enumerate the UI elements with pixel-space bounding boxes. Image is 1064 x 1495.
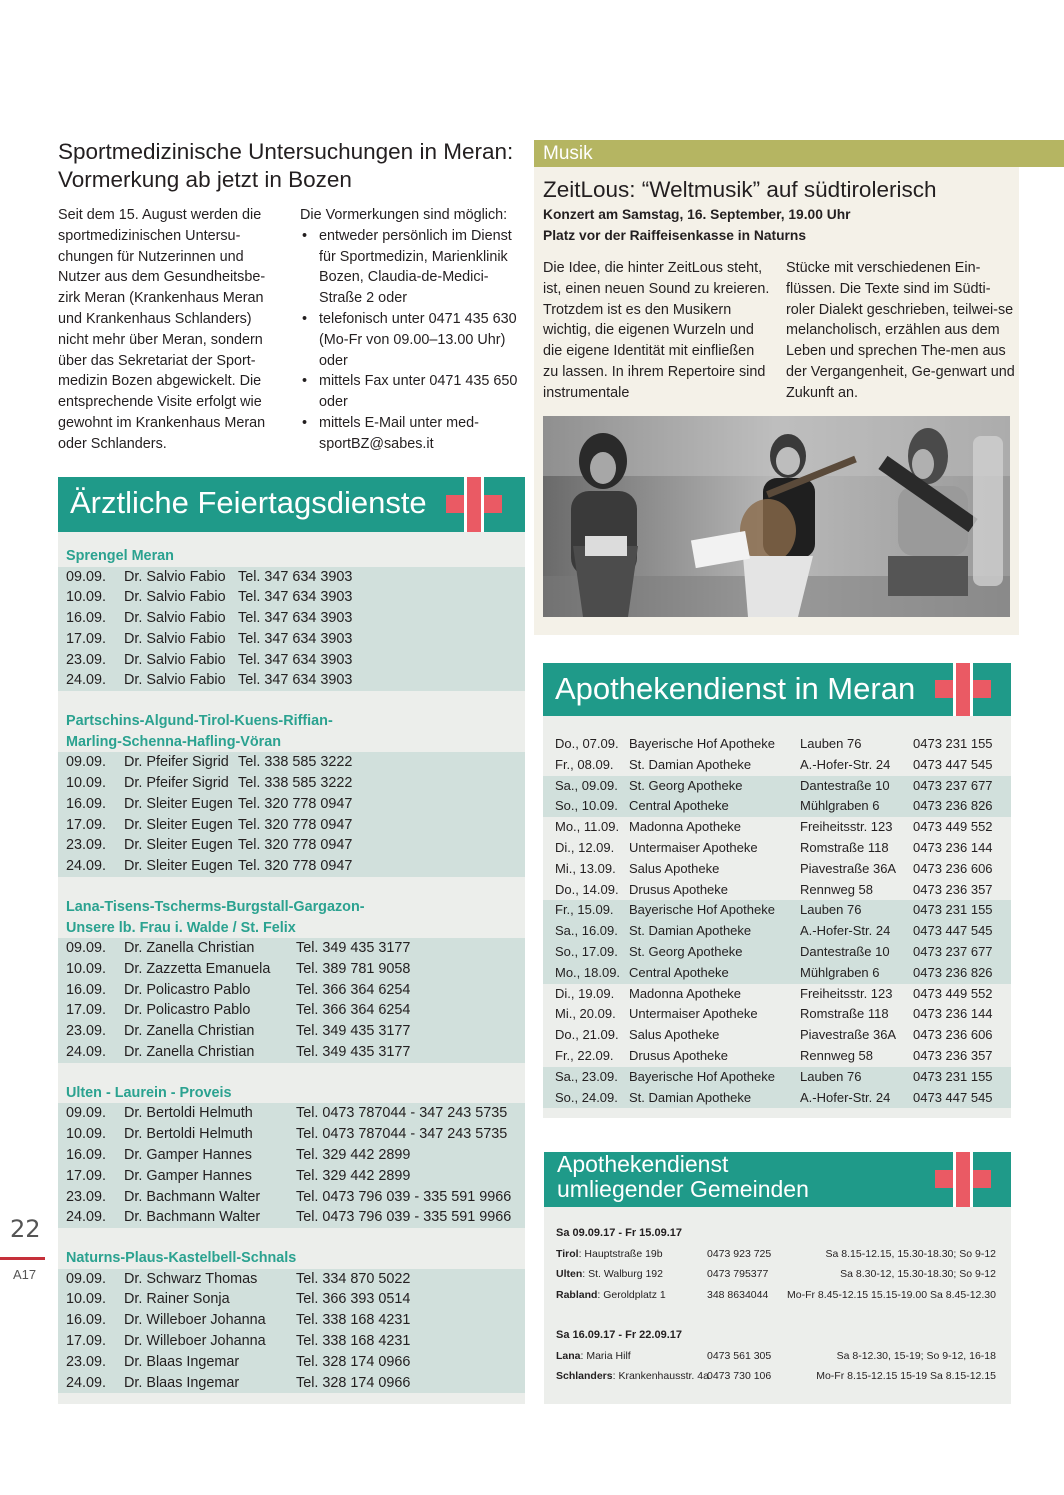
duty-date: 09.09. <box>66 940 107 957</box>
pharmacy-date: Mi., 13.09. <box>555 860 616 876</box>
pharmacy-name: Madonna Apotheke <box>629 985 742 1001</box>
pharmacy-phone: 0473 237 677 <box>913 943 993 959</box>
feiertag-row <box>58 670 525 691</box>
duty-date: 17.09. <box>66 1167 107 1184</box>
doctor-phone: Tel. 347 634 3903 <box>238 630 353 647</box>
duty-date: 24.09. <box>66 858 107 875</box>
pharmacy-phone: 0473 237 677 <box>913 777 993 793</box>
pharmacy-address: Piavestraße 36A <box>800 1027 897 1043</box>
musik-venue: Platz vor der Raiffeisenkasse in Naturns <box>543 227 807 243</box>
feiertag-row <box>58 856 525 877</box>
feiertag-row <box>58 1331 525 1352</box>
doctor-phone: Tel. 329 442 2899 <box>296 1167 411 1184</box>
pharmacy-name: St. Georg Apotheke <box>629 943 743 959</box>
musik-title: ZeitLous: “Weltmusik” auf südtirolerisch <box>543 177 937 202</box>
feiertag-row <box>58 1310 525 1331</box>
feiertag-row <box>58 1166 525 1187</box>
feiertag-row <box>58 1124 525 1145</box>
doctor-name: Dr. Pfeifer Sigrid <box>124 754 229 771</box>
feiertag-row <box>58 1269 525 1290</box>
article-bullet: • mittels E-Mail unter med-sportBZ@sabes.it <box>300 413 525 455</box>
pharmacy-row <box>543 1046 1011 1067</box>
doctor-name: Dr. Bachmann Walter <box>124 1209 261 1226</box>
pharmacy-phone: 0473 236 357 <box>913 881 993 897</box>
apo-umliegend-title-line2: umliegender Gemeinden <box>557 1176 809 1202</box>
duty-date: 09.09. <box>66 568 107 585</box>
feiertag-row <box>58 650 525 671</box>
pharmacy-date: Sa., 23.09. <box>555 1068 618 1084</box>
feiertag-row <box>58 1373 525 1394</box>
page-number: 22 <box>10 1215 41 1243</box>
duty-date: 17.09. <box>66 630 107 647</box>
pharmacy-phone: 0473 236 606 <box>913 1027 993 1043</box>
pharmacy-phone: 0473 561 305 <box>707 1349 772 1362</box>
duty-date: 16.09. <box>66 981 107 998</box>
feiertag-section-title: Marling-Schenna-Hafling-Vöran <box>66 733 282 750</box>
doctor-phone: Tel. 320 778 0947 <box>238 837 353 854</box>
pharmacy-date: So., 10.09. <box>555 798 618 814</box>
feiertag-row <box>58 959 525 980</box>
duty-date: 16.09. <box>66 1312 107 1329</box>
pharmacy-location <box>556 1264 663 1285</box>
doctor-name: Dr. Gamper Hannes <box>124 1146 252 1163</box>
feiertag-section <box>58 546 525 691</box>
pharmacy-period <box>556 1223 996 1305</box>
duty-date: 24.09. <box>66 1374 107 1391</box>
pharmacy-address: Romstraße 118 <box>800 1006 889 1022</box>
pharmacy-name: Untermaiser Apotheke <box>629 1006 758 1022</box>
pharmacy-name: Drusus Apotheke <box>629 881 729 897</box>
pharmacy-town: Lana <box>556 1349 581 1362</box>
doctor-name: Dr. Bachmann Walter <box>124 1188 261 1205</box>
feiertag-section-title: Ulten - Laurein - Proveis <box>66 1084 232 1101</box>
medical-cross-icon <box>446 477 502 532</box>
doctor-name: Dr. Willeboer Johanna <box>124 1333 266 1350</box>
pharmacy-phone: 0473 231 155 <box>913 736 993 751</box>
pharmacy-row <box>543 984 1011 1005</box>
feiertag-row <box>58 1187 525 1208</box>
pharmacy-row <box>543 1025 1011 1046</box>
pharmacy-row <box>543 1067 1011 1088</box>
pharmacy-name: Central Apotheke <box>629 964 729 980</box>
page-number-rule <box>0 1257 45 1260</box>
feiertag-row <box>58 1352 525 1373</box>
feiertag-title: Ärztliche Feiertagsdienste <box>70 485 427 520</box>
pharmacy-date: Mo., 11.09. <box>555 819 620 835</box>
pharmacy-row <box>543 776 1011 797</box>
doctor-name: Dr. Salvio Fabio <box>124 589 226 606</box>
feiertag-section-title: Naturns-Plaus-Kastelbell-Schnals <box>66 1250 297 1267</box>
pharmacy-row <box>543 880 1011 901</box>
pharmacy-period <box>556 1325 996 1387</box>
doctor-name: Dr. Gamper Hannes <box>124 1167 252 1184</box>
doctor-phone: Tel. 389 781 9058 <box>296 960 411 977</box>
duty-date: 16.09. <box>66 1146 107 1163</box>
doctor-name: Dr. Policastro Pablo <box>124 981 251 998</box>
pharmacy-date: Do., 21.09. <box>555 1027 619 1043</box>
duty-date: 10.09. <box>66 775 107 792</box>
doctor-name: Dr. Salvio Fabio <box>124 568 226 585</box>
duty-date: 09.09. <box>66 1270 107 1287</box>
duty-date: 24.09. <box>66 1209 107 1226</box>
pharmacy-address: Mühlgraben 6 <box>800 798 880 814</box>
doctor-phone: Tel. 320 778 0947 <box>238 795 353 812</box>
feiertag-row <box>58 1042 525 1063</box>
article-body-col1: Seit dem 15. August werden die sportmedizinischen Untersu-chungen für Nutzerinnen und Nutzer aus dem Gesundheitsbe-zirk Meran (Krankenhaus Meran und Krankenhaus Schlanders) nicht mehr über Meran, sondern über das Sekretariat der Sport-medizin Bozen abgewickelt. Die entsprechende Visite erfolgt wie gewohnt im Krankenhaus Meran oder Schlanders. <box>58 207 266 452</box>
feiertag-row <box>58 608 525 629</box>
pharmacy-period-label: Sa 16.09.17 - Fr 22.09.17 <box>556 1329 682 1341</box>
duty-date: 23.09. <box>66 1023 107 1040</box>
article-bullet: • telefonisch unter 0471 435 630 (Mo-Fr von 09.00–13.00 Uhr) oder <box>300 309 525 371</box>
pharmacy-date: Do., 07.09. <box>555 736 619 751</box>
pharmacy-name: Central Apotheke <box>629 798 729 814</box>
pharmacy-address: Piavestraße 36A <box>800 860 897 876</box>
pharmacy-phone: 0473 447 545 <box>913 923 993 939</box>
doctor-name: Dr. Schwarz Thomas <box>124 1270 258 1287</box>
feiertag-row <box>58 752 525 773</box>
duty-date: 10.09. <box>66 960 107 977</box>
pharmacy-cross-icon <box>935 1152 991 1207</box>
doctor-phone: Tel. 0473 796 039 - 335 591 9966 <box>296 1188 512 1205</box>
pharmacy-address: : Geroldplatz 1 <box>597 1288 666 1301</box>
page-tag: A17 <box>13 1267 37 1282</box>
pharmacy-address: Freiheitsstr. 123 <box>800 985 893 1001</box>
pharmacy-address: : St. Walburg 192 <box>582 1268 663 1280</box>
pharmacy-name: St. Damian Apotheke <box>629 923 752 939</box>
feiertag-row <box>58 629 525 650</box>
pharmacy-date: Di., 12.09. <box>555 839 615 855</box>
feiertag-row <box>58 1000 525 1021</box>
feiertag-row <box>58 1145 525 1166</box>
feiertag-rows <box>58 938 525 1063</box>
pharmacy-phone: 348 8634044 <box>707 1288 769 1301</box>
pharmacy-address: Freiheitsstr. 123 <box>800 819 893 835</box>
pharmacy-town: Tirol <box>556 1247 579 1260</box>
pharmacy-hours: Sa 8.30-12, 15.30-18.30; So 9-12 <box>840 1268 996 1280</box>
doctor-phone: Tel. 338 585 3222 <box>238 775 353 792</box>
apo-umliegend-title-line1: Apothekendienst <box>557 1151 729 1177</box>
musik-category-bar <box>534 140 1064 167</box>
doctor-phone: Tel. 347 634 3903 <box>238 589 353 606</box>
article-list-intro: Die Vormerkungen sind möglich: <box>300 207 508 223</box>
pharmacy-address: Rennweg 58 <box>800 881 873 897</box>
pharmacy-address: A.-Hofer-Str. 24 <box>800 923 891 939</box>
feiertag-section <box>58 1248 525 1393</box>
duty-date: 17.09. <box>66 816 107 833</box>
doctor-phone: Tel. 347 634 3903 <box>238 610 353 627</box>
pharmacy-hours: Sa 8-12.30, 15-19; So 9-12, 16-18 <box>836 1349 996 1362</box>
band-photo <box>543 416 1010 617</box>
doctor-name: Dr. Sleiter Eugen <box>124 858 233 875</box>
doctor-phone: Tel. 320 778 0947 <box>238 816 353 833</box>
pharmacy-date: Fr., 08.09. <box>555 756 614 772</box>
doctor-name: Dr. Zazzetta Emanuela <box>124 960 271 977</box>
feiertag-section-title: Sprengel Meran <box>66 548 174 564</box>
doctor-name: Dr. Rainer Sonja <box>124 1291 230 1308</box>
duty-date: 09.09. <box>66 754 107 771</box>
pharmacy-phone: 0473 795377 <box>707 1268 769 1280</box>
doctor-name: Dr. Policastro Pablo <box>124 1002 251 1019</box>
pharmacy-address: A.-Hofer-Str. 24 <box>800 1089 891 1105</box>
feiertag-row <box>58 773 525 794</box>
pharmacy-phone: 0473 236 826 <box>913 798 993 814</box>
doctor-phone: Tel. 0473 787044 - 347 243 5735 <box>296 1105 508 1122</box>
pharmacy-date: So., 17.09. <box>555 943 618 959</box>
doctor-name: Dr. Salvio Fabio <box>124 672 226 689</box>
pharmacy-phone: 0473 449 552 <box>913 819 993 835</box>
doctor-phone: Tel. 338 585 3222 <box>238 754 353 771</box>
apo-meran-title: Apothekendienst in Meran <box>555 671 916 706</box>
doctor-phone: Tel. 349 435 3177 <box>296 1023 411 1040</box>
musik-date: Konzert am Samstag, 16. September, 19.00 Uhr <box>543 207 851 222</box>
pharmacy-address: : Hauptstraße 19b <box>578 1247 663 1260</box>
pharmacy-date: Di., 19.09. <box>555 985 615 1001</box>
article-bullet-list <box>300 226 525 455</box>
pharmacy-row <box>556 1264 996 1285</box>
duty-date: 24.09. <box>66 1044 107 1061</box>
feiertag-rows <box>58 1269 525 1394</box>
doctor-phone: Tel. 349 435 3177 <box>296 1044 411 1061</box>
pharmacy-name: Salus Apotheke <box>629 860 720 876</box>
pharmacy-address: Lauben 76 <box>800 1068 862 1084</box>
feiertag-section-title: Unsere lb. Frau i. Walde / St. Felix <box>66 919 296 936</box>
pharmacy-name: Bayerische Hof Apotheke <box>629 736 775 751</box>
doctor-phone: Tel. 347 634 3903 <box>238 568 353 585</box>
pharmacy-date: Sa., 09.09. <box>555 777 618 793</box>
pharmacy-date: Fr., 22.09. <box>555 1047 614 1063</box>
feiertag-row <box>58 1021 525 1042</box>
pharmacy-phone: 0473 231 155 <box>913 902 993 918</box>
pharmacy-location <box>556 1244 663 1265</box>
pharmacy-phone: 0473 236 357 <box>913 1047 993 1063</box>
apo-umliegend-title <box>557 1152 809 1202</box>
pharmacy-phone: 0473 236 144 <box>913 839 993 855</box>
doctor-phone: Tel. 366 364 6254 <box>296 981 411 998</box>
pharmacy-row <box>543 734 1011 755</box>
pharmacy-address: Rennweg 58 <box>800 1047 873 1063</box>
feiertag-row <box>58 980 525 1001</box>
duty-date: 23.09. <box>66 1353 107 1370</box>
pharmacy-row <box>543 942 1011 963</box>
feiertag-row <box>58 835 525 856</box>
feiertag-section <box>58 897 525 1063</box>
doctor-phone: Tel. 0473 796 039 - 335 591 9966 <box>296 1209 512 1226</box>
feiertag-row <box>58 1289 525 1310</box>
doctor-name: Dr. Pfeifer Sigrid <box>124 775 229 792</box>
pharmacy-town: Rabland <box>556 1288 598 1301</box>
pharmacy-address: A.-Hofer-Str. 24 <box>800 756 891 772</box>
doctor-phone: Tel. 320 778 0947 <box>238 858 353 875</box>
pharmacy-address: Mühlgraben 6 <box>800 964 880 980</box>
pharmacy-address: Dantestraße 10 <box>800 777 890 793</box>
apo-umliegend-list <box>556 1223 996 1407</box>
pharmacy-address: Romstraße 118 <box>800 839 889 855</box>
doctor-name: Dr. Zanella Christian <box>124 940 255 957</box>
pharmacy-name: Bayerische Hof Apotheke <box>629 902 775 918</box>
feiertag-section-title: Partschins-Algund-Tirol-Kuens-Riffian- <box>66 713 333 730</box>
doctor-name: Dr. Sleiter Eugen <box>124 816 233 833</box>
pharmacy-name: St. Damian Apotheke <box>629 756 752 772</box>
pharmacy-date: Do., 14.09. <box>555 881 619 897</box>
pharmacy-address: : Maria Hilf <box>580 1349 631 1362</box>
article-title: Sportmedizinische Untersuchungen in Meran: Vormerkung ab jetzt in Bozen <box>58 139 514 192</box>
musik-body-col2: Stücke mit verschiedenen Ein-flüssen. Die Texte sind im Südti-roler Dialekt geschrieben, teilwei-se melancholisch, erzählen aus dem Leben und sprechen The-men aus der Vergangenheit, Ge-genwart und Zukunft an. <box>786 260 1015 401</box>
feiertag-section-title: Lana-Tisens-Tscherms-Burgstall-Gargazon- <box>66 899 365 916</box>
feiertag-rows <box>58 752 525 877</box>
duty-date: 23.09. <box>66 1188 107 1205</box>
musik-body-col1: Die Idee, die hinter ZeitLous steht, ist, einen neuen Sound zu kreieren. Trotzdem ist es den Musikern wichtig, die eigenen Wurzeln und die eigene Identität mit einfließen zu lassen. In ihrem Repertoire sind instrumentale <box>543 260 770 401</box>
doctor-phone: Tel. 347 634 3903 <box>238 672 353 689</box>
pharmacy-address: : Krankenhausstr. 4a <box>612 1370 709 1382</box>
feiertag-row <box>58 938 525 959</box>
pharmacy-row <box>543 1088 1011 1109</box>
doctor-name: Dr. Salvio Fabio <box>124 630 226 647</box>
feiertag-row <box>58 587 525 608</box>
pharmacy-row <box>543 1004 1011 1025</box>
musik-subtitle <box>543 205 851 247</box>
doctor-phone: Tel. 349 435 3177 <box>296 940 411 957</box>
doctor-name: Dr. Blaas Ingemar <box>124 1353 240 1370</box>
doctor-name: Dr. Salvio Fabio <box>124 651 226 668</box>
pharmacy-row <box>543 921 1011 942</box>
feiertag-section <box>58 1083 525 1228</box>
feiertag-row <box>58 1103 525 1124</box>
pharmacy-date: So., 24.09. <box>555 1089 618 1105</box>
pharmacy-row <box>543 900 1011 921</box>
pharmacy-name: Salus Apotheke <box>629 1027 720 1043</box>
doctor-name: Dr. Salvio Fabio <box>124 610 226 627</box>
duty-date: 23.09. <box>66 651 107 668</box>
pharmacy-hours: Mo-Fr 8.15-12.15 15-19 Sa 8.15-12.15 <box>816 1370 996 1382</box>
doctor-phone: Tel. 366 393 0514 <box>296 1291 411 1308</box>
duty-date: 16.09. <box>66 795 107 812</box>
duty-date: 17.09. <box>66 1333 107 1350</box>
duty-date: 24.09. <box>66 672 107 689</box>
pharmacy-row <box>556 1285 996 1306</box>
musik-category-label: Musik <box>543 143 593 164</box>
pharmacy-location <box>556 1346 631 1367</box>
pharmacy-name: Untermaiser Apotheke <box>629 839 758 855</box>
pharmacy-location <box>556 1366 709 1387</box>
pharmacy-phone: 0473 730 106 <box>707 1370 772 1382</box>
pharmacy-name: St. Damian Apotheke <box>629 1089 752 1105</box>
duty-date: 17.09. <box>66 1002 107 1019</box>
doctor-name: Dr. Zanella Christian <box>124 1044 255 1061</box>
doctor-phone: Tel. 328 174 0966 <box>296 1374 411 1391</box>
pharmacy-phone: 0473 923 725 <box>707 1247 772 1260</box>
pharmacy-cross-icon <box>935 663 991 716</box>
doctor-name: Dr. Zanella Christian <box>124 1023 255 1040</box>
doctor-name: Dr. Blaas Ingemar <box>124 1374 240 1391</box>
doctor-phone: Tel. 338 168 4231 <box>296 1312 411 1329</box>
doctor-name: Dr. Bertoldi Helmuth <box>124 1105 253 1122</box>
apo-meran-table <box>543 734 1011 1108</box>
pharmacy-date: Mo., 18.09. <box>555 964 621 980</box>
duty-date: 10.09. <box>66 589 107 606</box>
pharmacy-location <box>556 1285 666 1306</box>
pharmacy-town: Ulten <box>556 1268 583 1280</box>
pharmacy-row <box>556 1244 996 1265</box>
doctor-name: Dr. Bertoldi Helmuth <box>124 1126 253 1143</box>
article-bullet: • entweder persönlich im Dienst für Sportmedizin, Marienklinik Bozen, Claudia-de-Medici-Straße 2 oder <box>300 226 525 309</box>
doctor-name: Dr. Willeboer Johanna <box>124 1312 266 1329</box>
duty-date: 10.09. <box>66 1126 107 1143</box>
feiertag-rows <box>58 567 525 692</box>
pharmacy-phone: 0473 236 144 <box>913 1006 993 1022</box>
duty-date: 23.09. <box>66 837 107 854</box>
doctor-phone: Tel. 0473 787044 - 347 243 5735 <box>296 1126 508 1143</box>
pharmacy-date: Sa., 16.09. <box>555 923 618 939</box>
doctor-phone: Tel. 328 174 0966 <box>296 1353 411 1370</box>
doctor-phone: Tel. 366 364 6254 <box>296 1002 411 1019</box>
feiertag-section <box>58 711 525 877</box>
pharmacy-date: Mi., 20.09. <box>555 1006 616 1022</box>
pharmacy-date: Fr., 15.09. <box>555 902 614 918</box>
feiertag-row <box>58 794 525 815</box>
doctor-phone: Tel. 334 870 5022 <box>296 1270 411 1287</box>
pharmacy-row <box>543 817 1011 838</box>
doctor-phone: Tel. 338 168 4231 <box>296 1333 411 1350</box>
pharmacy-phone: 0473 236 826 <box>913 964 993 980</box>
feiertag-list <box>58 546 525 1413</box>
feiertag-row <box>58 815 525 836</box>
pharmacy-name: Drusus Apotheke <box>629 1047 729 1063</box>
pharmacy-name: St. Georg Apotheke <box>629 777 743 793</box>
pharmacy-row <box>556 1346 996 1367</box>
article-body-col2 <box>300 205 525 455</box>
pharmacy-address: Lauben 76 <box>800 736 862 751</box>
pharmacy-period-label: Sa 09.09.17 - Fr 15.09.17 <box>556 1227 682 1239</box>
pharmacy-phone: 0473 447 545 <box>913 756 993 772</box>
pharmacy-row <box>543 963 1011 984</box>
pharmacy-phone: 0473 236 606 <box>913 860 993 876</box>
feiertag-rows <box>58 1103 525 1228</box>
pharmacy-row <box>543 859 1011 880</box>
pharmacy-row <box>543 796 1011 817</box>
pharmacy-address: Dantestraße 10 <box>800 943 890 959</box>
duty-date: 09.09. <box>66 1105 107 1122</box>
doctor-phone: Tel. 347 634 3903 <box>238 651 353 668</box>
pharmacy-town: Schlanders <box>556 1370 613 1382</box>
duty-date: 16.09. <box>66 610 107 627</box>
feiertag-row <box>58 567 525 588</box>
article-bullet: • mittels Fax unter 0471 435 650 oder <box>300 371 525 413</box>
pharmacy-address: Lauben 76 <box>800 902 862 918</box>
pharmacy-phone: 0473 447 545 <box>913 1089 993 1105</box>
pharmacy-row <box>556 1366 996 1387</box>
pharmacy-hours: Sa 8.15-12.15, 15.30-18.30; So 9-12 <box>825 1247 996 1260</box>
feiertag-row <box>58 1207 525 1228</box>
doctor-name: Dr. Sleiter Eugen <box>124 837 233 854</box>
pharmacy-hours: Mo-Fr 8.45-12.15 15.15-19.00 Sa 8.45-12.30 <box>787 1288 996 1301</box>
pharmacy-phone: 0473 231 155 <box>913 1068 993 1084</box>
pharmacy-row <box>543 755 1011 776</box>
pharmacy-name: Bayerische Hof Apotheke <box>629 1068 775 1084</box>
pharmacy-name: Madonna Apotheke <box>629 819 742 835</box>
pharmacy-row <box>543 838 1011 859</box>
doctor-name: Dr. Sleiter Eugen <box>124 795 233 812</box>
pharmacy-phone: 0473 449 552 <box>913 985 993 1001</box>
doctor-phone: Tel. 329 442 2899 <box>296 1146 411 1163</box>
duty-date: 10.09. <box>66 1291 107 1308</box>
